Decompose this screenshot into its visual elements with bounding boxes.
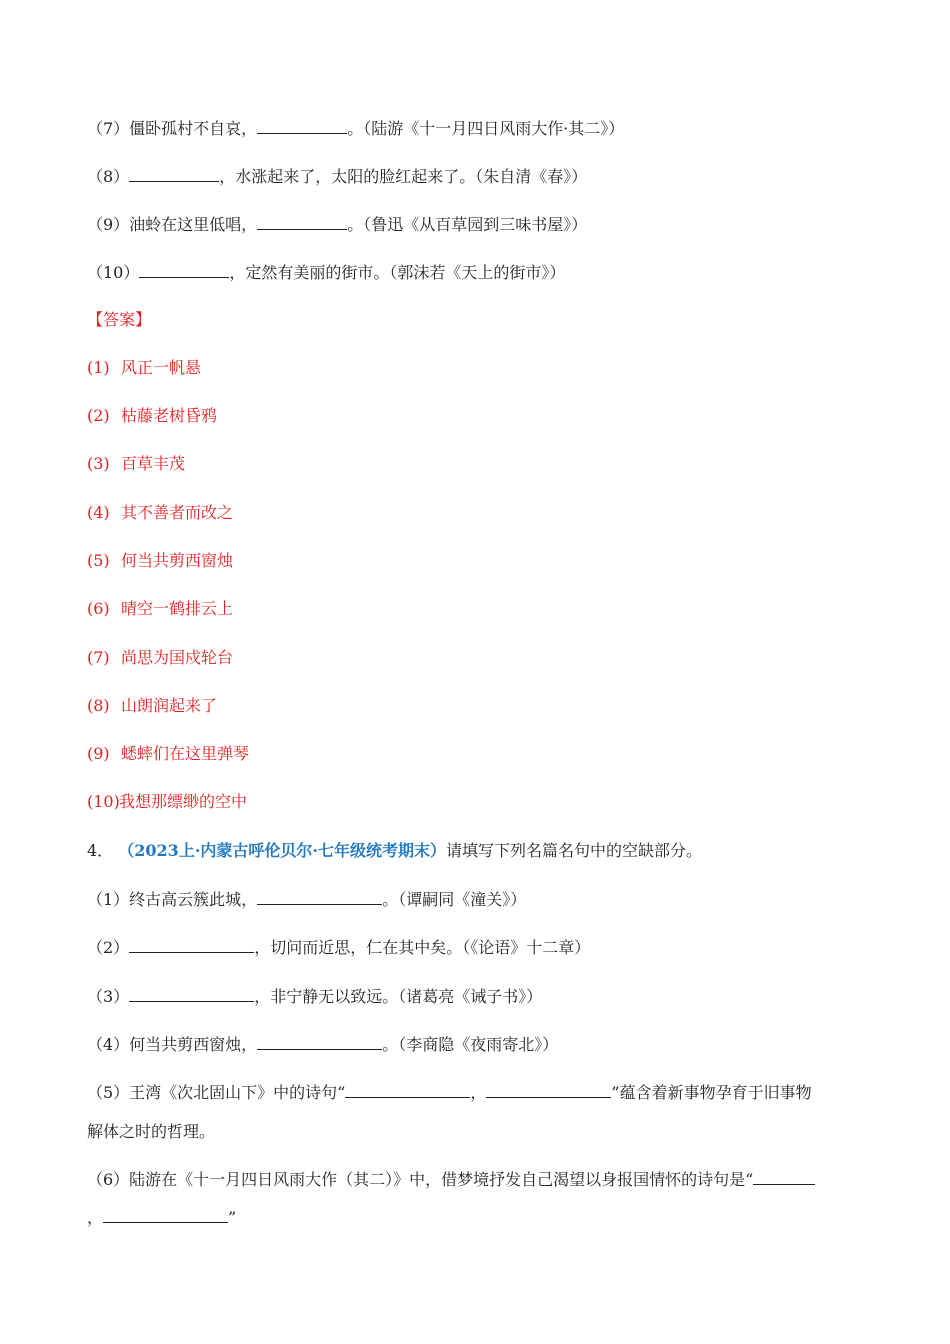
question-4-heading	[87, 840, 702, 862]
answer-blank	[486, 1081, 611, 1098]
question-number: 4．	[87, 841, 114, 860]
answer-item: (4) 其不善者而改之	[87, 503, 234, 522]
answer-blank	[257, 888, 382, 905]
answer-item: (7) 尚思为国戍轮台	[87, 648, 234, 667]
question-source: （2023上·内蒙古呼伦贝尔·七年级统考期末）	[118, 841, 446, 860]
answer-blank	[753, 1168, 815, 1185]
question-item-7: （7）僵卧孤村不自哀， 。（陆游《十一月四日风雨大作·其二》）	[87, 119, 625, 138]
question-item-3: （3） ，非宁静无以致远。（诸葛亮《诫子书》）	[87, 987, 543, 1006]
answer-item: (5) 何当共剪西窗烛	[87, 551, 234, 570]
question-item-2: （2） ，切问而近思，仁在其中矣。（《论语》十二章）	[87, 938, 591, 957]
question-item-5: （5）王湾《次北固山下》中的诗句“ ， ”蕴含着新事物孕育于旧事物	[87, 1083, 812, 1102]
answer-item: (8) 山朗润起来了	[87, 696, 218, 715]
answer-blank	[129, 985, 254, 1002]
answer-blank	[257, 1033, 382, 1050]
question-item-10: （10） ，定然有美丽的街市。（郭沫若《天上的街市》）	[87, 263, 566, 282]
question-item-4: （4）何当共剪西窗烛， 。（李商隐《夜雨寄北》）	[87, 1035, 559, 1054]
answer-item: (10)我想那缥缈的空中	[87, 792, 248, 811]
answer-blank	[257, 117, 347, 134]
question-item-8: （8） ，水涨起来了，太阳的脸红起来了。（朱自清《春》）	[87, 167, 588, 186]
question-item-9: （9）油蛉在这里低唱， 。（鲁迅《从百草园到三味书屋》）	[87, 215, 588, 234]
answer-blank	[129, 165, 219, 182]
answer-item: (9) 蟋蟀们在这里弹琴	[87, 744, 250, 763]
question-item-1: （1）终古高云簇此城， 。（谭嗣同《潼关》）	[87, 890, 527, 909]
answer-blank	[345, 1081, 470, 1098]
question-item-6: （6）陆游在《十一月四日风雨大作（其二）》中，借梦境抒发自己渴望以身报国情怀的诗句是“	[87, 1168, 815, 1191]
answer-heading: 【答案】	[87, 310, 152, 329]
answer-blank	[103, 1206, 228, 1223]
answer-item: (3) 百草丰茂	[87, 454, 186, 473]
question-instruction: 请填写下列名篇名句中的空缺部分。	[445, 841, 702, 860]
answer-blank	[139, 261, 229, 278]
answer-item: (6) 晴空一鹤排云上	[87, 599, 234, 618]
question-item-5-continued: 解体之时的哲理。	[87, 1122, 216, 1141]
answer-item: (1) 风正一帆悬	[87, 358, 202, 377]
answer-item: (2) 枯藤老树昏鸦	[87, 406, 218, 425]
question-item-6-continued: ， ”	[87, 1208, 237, 1227]
answer-blank	[257, 213, 347, 230]
answer-blank	[129, 936, 254, 953]
